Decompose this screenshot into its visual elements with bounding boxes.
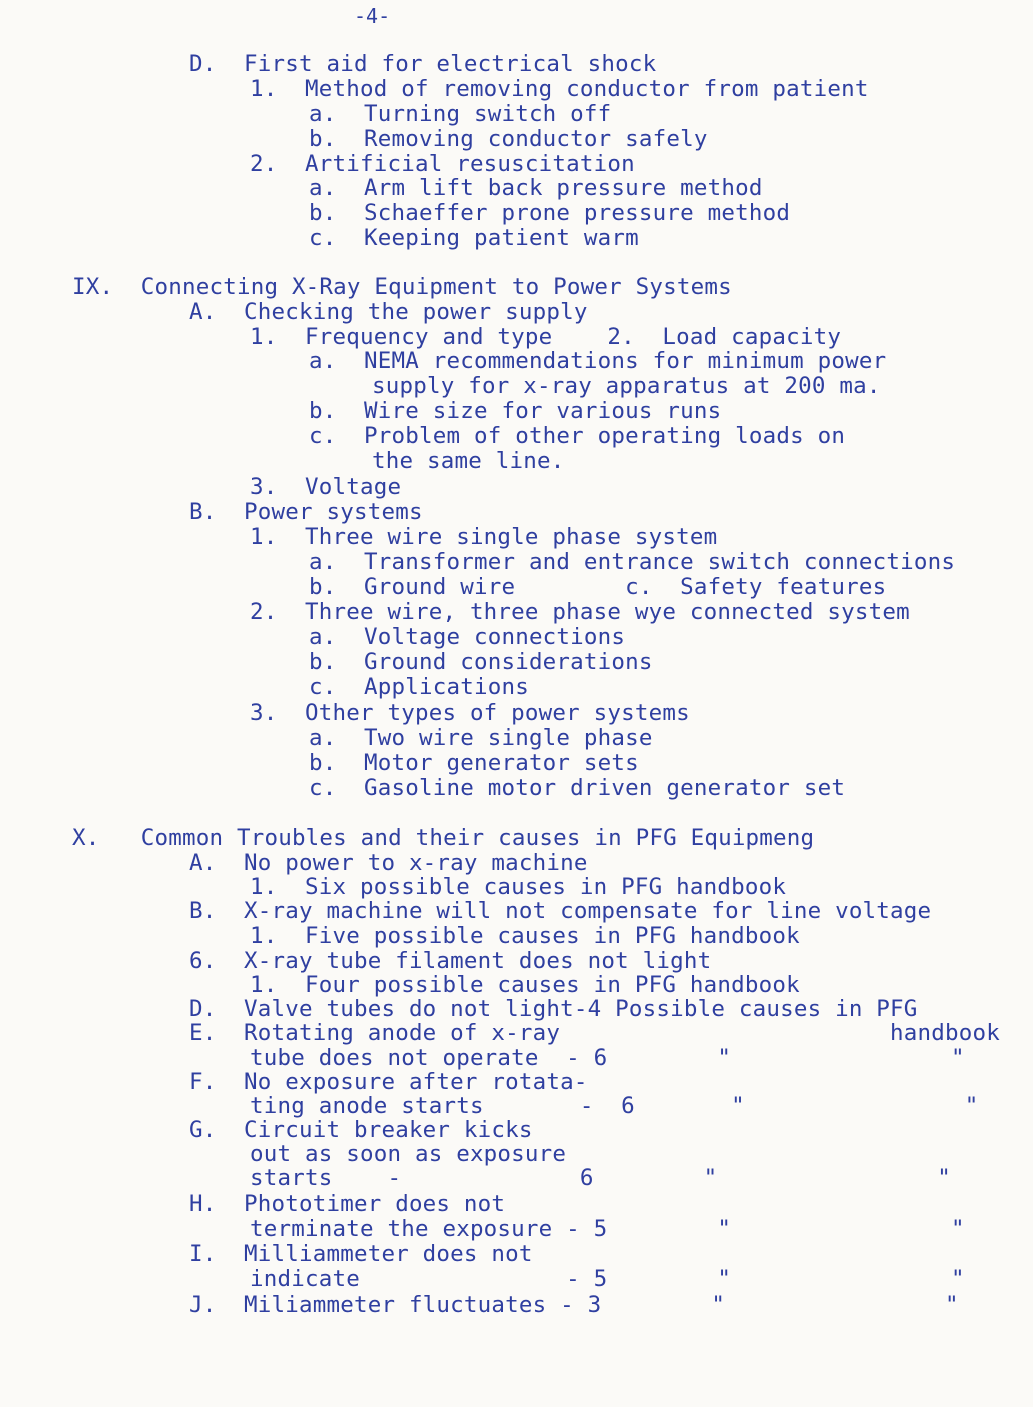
outline-line: a. Two wire single phase (309, 725, 653, 751)
outline-line: I. Milliammeter does not (189, 1241, 533, 1267)
outline-line: b. Wire size for various runs (309, 398, 722, 424)
outline-line: 1. Method of removing conductor from patient (250, 76, 869, 102)
outline-line: c. Problem of other operating loads on (309, 423, 846, 449)
outline-line: F. No exposure after rotata- (189, 1069, 588, 1095)
outline-line: b. Ground considerations (309, 649, 653, 675)
outline-line: H. Phototimer does not (189, 1191, 506, 1217)
outline-line: c. Gasoline motor driven generator set (309, 775, 846, 801)
outline-line: a. Transformer and entrance switch connections (309, 549, 956, 575)
outline-line: c. Keeping patient warm (309, 225, 639, 251)
outline-line: D. Valve tubes do not light-4 Possible causes in PFG (189, 996, 918, 1022)
outline-line: b. Ground wire c. Safety features (309, 574, 887, 600)
outline-line: B. Power systems (189, 499, 423, 525)
outline-line: 2. Artificial resuscitation (250, 151, 635, 177)
outline-line: a. Turning switch off (309, 101, 612, 127)
outline-line: b. Schaeffer prone pressure method (309, 200, 791, 226)
outline-line: the same line. (372, 448, 565, 474)
outline-line: ting anode starts - 6 " " (250, 1093, 979, 1119)
outline-line: tube does not operate - 6 " " (250, 1045, 965, 1071)
outline-line: 1. Three wire single phase system (250, 524, 718, 550)
outline-line: a. Arm lift back pressure method (309, 175, 763, 201)
outline-line: starts - 6 " " (250, 1165, 952, 1191)
outline-line: terminate the exposure - 5 " " (250, 1216, 965, 1242)
outline-line: E. Rotating anode of x-ray handbook (189, 1020, 1001, 1046)
outline-line: J. Miliammeter fluctuates - 3 " " (189, 1292, 959, 1318)
outline-line: X. Common Troubles and their causes in PFG Equipmeng (72, 825, 815, 851)
outline-line: b. Motor generator sets (309, 750, 639, 776)
outline-line: supply for x-ray apparatus at 200 ma. (372, 373, 881, 399)
outline-line: 1. Frequency and type 2. Load capacity (250, 324, 842, 350)
outline-line: a. NEMA recommendations for minimum power (309, 348, 887, 374)
outline-line: 6. X-ray tube filament does not light (189, 948, 712, 974)
outline-line: indicate - 5 " " (250, 1266, 965, 1292)
outline-line: IX. Connecting X-Ray Equipment to Power Systems (72, 274, 732, 300)
outline-line: c. Applications (309, 674, 529, 700)
outline-line: 1. Four possible causes in PFG handbook (250, 972, 800, 998)
outline-line: 1. Six possible causes in PFG handbook (250, 874, 787, 900)
outline-line: 1. Five possible causes in PFG handbook (250, 923, 800, 949)
outline-line: D. First aid for electrical shock (189, 51, 657, 77)
outline-line: A. No power to x-ray machine (189, 850, 588, 876)
outline-line: a. Voltage connections (309, 624, 626, 650)
outline-line: A. Checking the power supply (189, 299, 588, 325)
outline-line: G. Circuit breaker kicks (189, 1117, 533, 1143)
outline-line: 2. Three wire, three phase wye connected system (250, 599, 910, 625)
outline-line: b. Removing conductor safely (309, 126, 708, 152)
page-number: -4- (354, 4, 391, 28)
outline-line: 3. Other types of power systems (250, 700, 690, 726)
outline-line: out as soon as exposure (250, 1141, 567, 1167)
outline-line: B. X-ray machine will not compensate for line voltage (189, 898, 932, 924)
outline-line: 3. Voltage (250, 474, 402, 500)
